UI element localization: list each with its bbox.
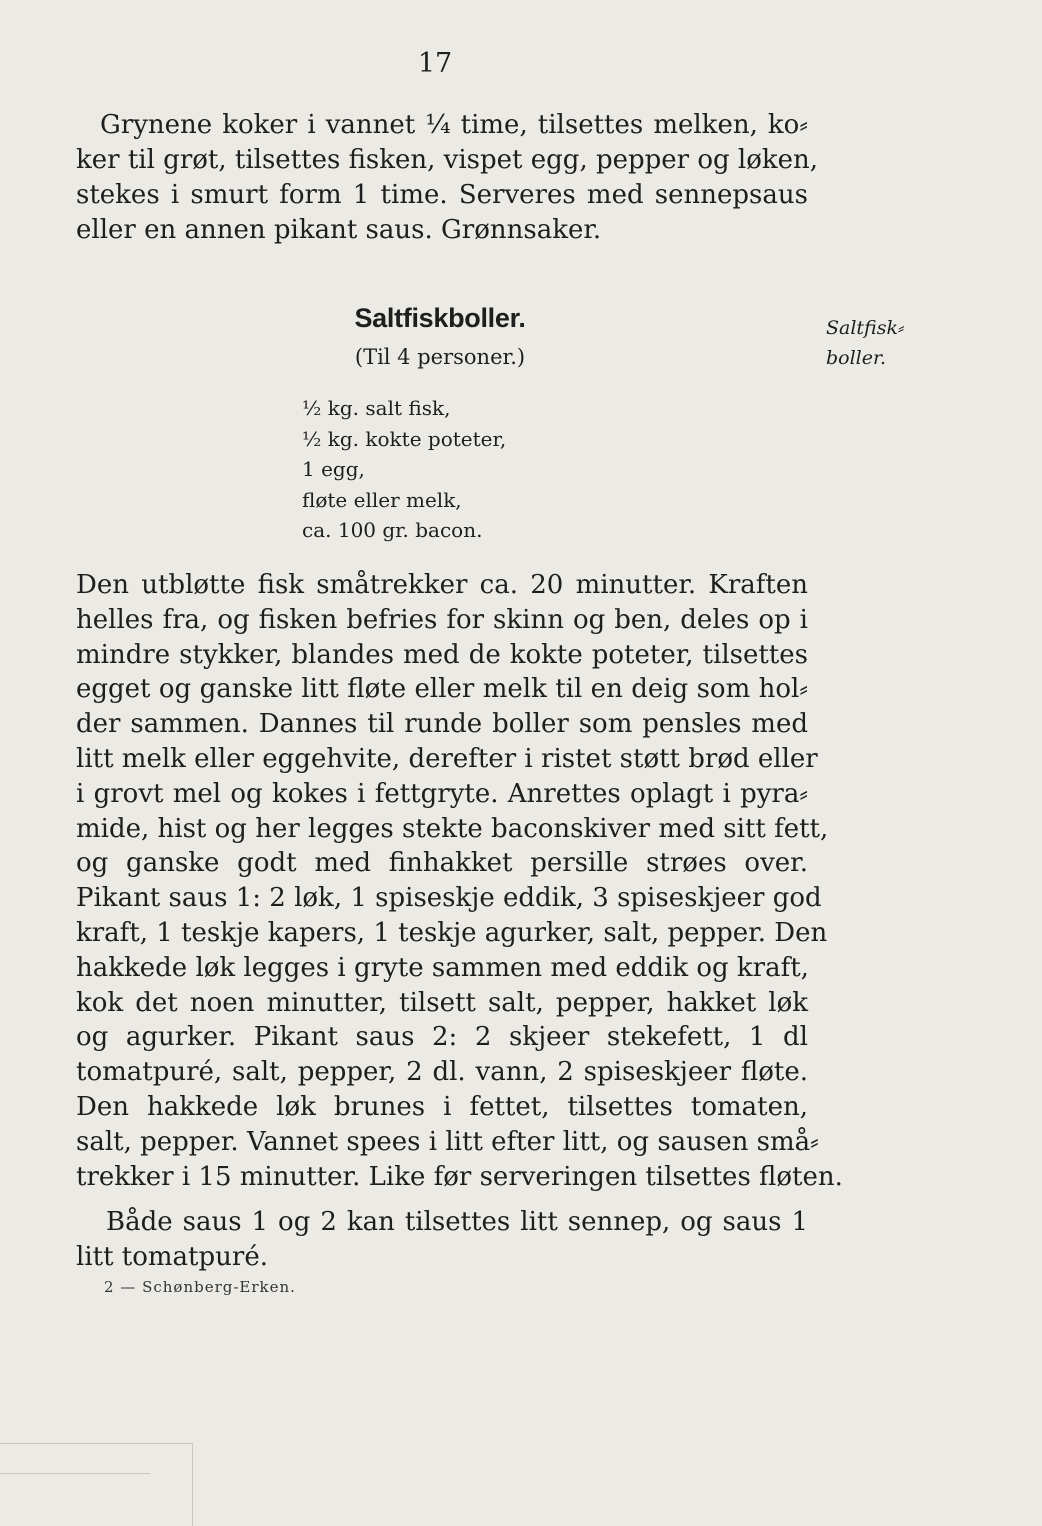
scan-artifact-line (0, 1473, 150, 1474)
text-line: egget og ganske litt fløte eller melk til en deig som hol⸗ (76, 674, 808, 705)
text-line: Den utbløtte fisk småtrekker ca. 20 minutter. Kraften (76, 570, 808, 600)
text-line: Grynene koker i vannet ¼ time, tilsettes melken, ko⸗ (100, 110, 808, 140)
text-line: kraft, 1 teskje kapers, 1 teskje agurker, salt, pepper. Den (76, 917, 828, 948)
text-line: i grovt mel og kokes i fettgryte. Anrettes oplagt i pyra⸗ (76, 778, 808, 809)
text-line: Pikant saus 1: 2 løk, 1 spiseskje eddik, 3 spiseskjeer god (76, 883, 822, 914)
ingredient-item: 1 egg, (302, 457, 365, 481)
text-line: tomatpuré, salt, pepper, 2 dl. vann, 2 spiseskjeer fløte. (76, 1057, 808, 1088)
text-line: helles fra, og fisken befries for skinn og ben, deles op i (76, 604, 808, 635)
margin-note (826, 313, 904, 373)
text-line: eller en annen pikant saus. Grønnsaker. (76, 215, 602, 245)
text-line: hakkede løk legges i gryte sammen med eddik og kraft, (76, 952, 809, 983)
text-line: salt, pepper. Vannet spees i litt efter litt, og sausen små⸗ (76, 1126, 819, 1157)
ingredient-item: ½ kg. salt fisk, (302, 396, 451, 420)
text-line: mindre stykker, blandes med de kokte poteter, tilsettes (76, 639, 808, 670)
ingredient-item: fløte eller melk, (302, 487, 462, 512)
text-line: Den hakkede løk brunes i fettet, tilsettes tomaten, (76, 1091, 808, 1122)
text-line: der sammen. Dannes til runde boller som pensles med (76, 709, 808, 740)
text-line: og agurker. Pikant saus 2: 2 skjeer stekefett, 1 dl (76, 1022, 808, 1053)
ingredient-item: ½ kg. kokte poteter, (302, 426, 507, 451)
method-paragraph (76, 568, 843, 1194)
text-line: Både saus 1 og 2 kan tilsettes litt sennep, og saus 1 (106, 1207, 808, 1237)
text-line: ker til grøt, tilsettes fisken, vispet egg, pepper og løken, (76, 145, 819, 175)
text-line: og ganske godt med finhakket persille strøes over. (76, 848, 808, 879)
closing-paragraph (76, 1205, 808, 1275)
text-line: mide, hist og her legges stekte baconskiver med sitt fett, (76, 813, 829, 844)
ingredient-item: ca. 100 gr. bacon. (302, 518, 483, 542)
text-line: litt tomatpuré. (76, 1242, 268, 1272)
signature-footer: 2 — Schønberg-Erken. (104, 1278, 296, 1296)
ingredient-list (302, 393, 506, 546)
margin-note-line: Saltfisk⸗ (826, 317, 905, 339)
recipe-title: Saltfiskboller. (354, 303, 526, 333)
page-number: 17 (417, 48, 453, 79)
intro-paragraph (76, 108, 819, 248)
text-line: trekker i 15 minutter. Like før serveringen tilsettes fløten. (76, 1161, 843, 1192)
text-line: kok det noen minutter, tilsett salt, pepper, hakket løk (76, 987, 808, 1018)
recipe-servings: (Til 4 personer.) (354, 345, 526, 369)
margin-note-line: boller. (826, 347, 887, 369)
scan-artifact (0, 1443, 193, 1526)
text-line: litt melk eller eggehvite, derefter i ristet støtt brød eller (76, 743, 818, 774)
text-line: stekes i smurt form 1 time. Serveres med sennepsaus (76, 180, 808, 210)
